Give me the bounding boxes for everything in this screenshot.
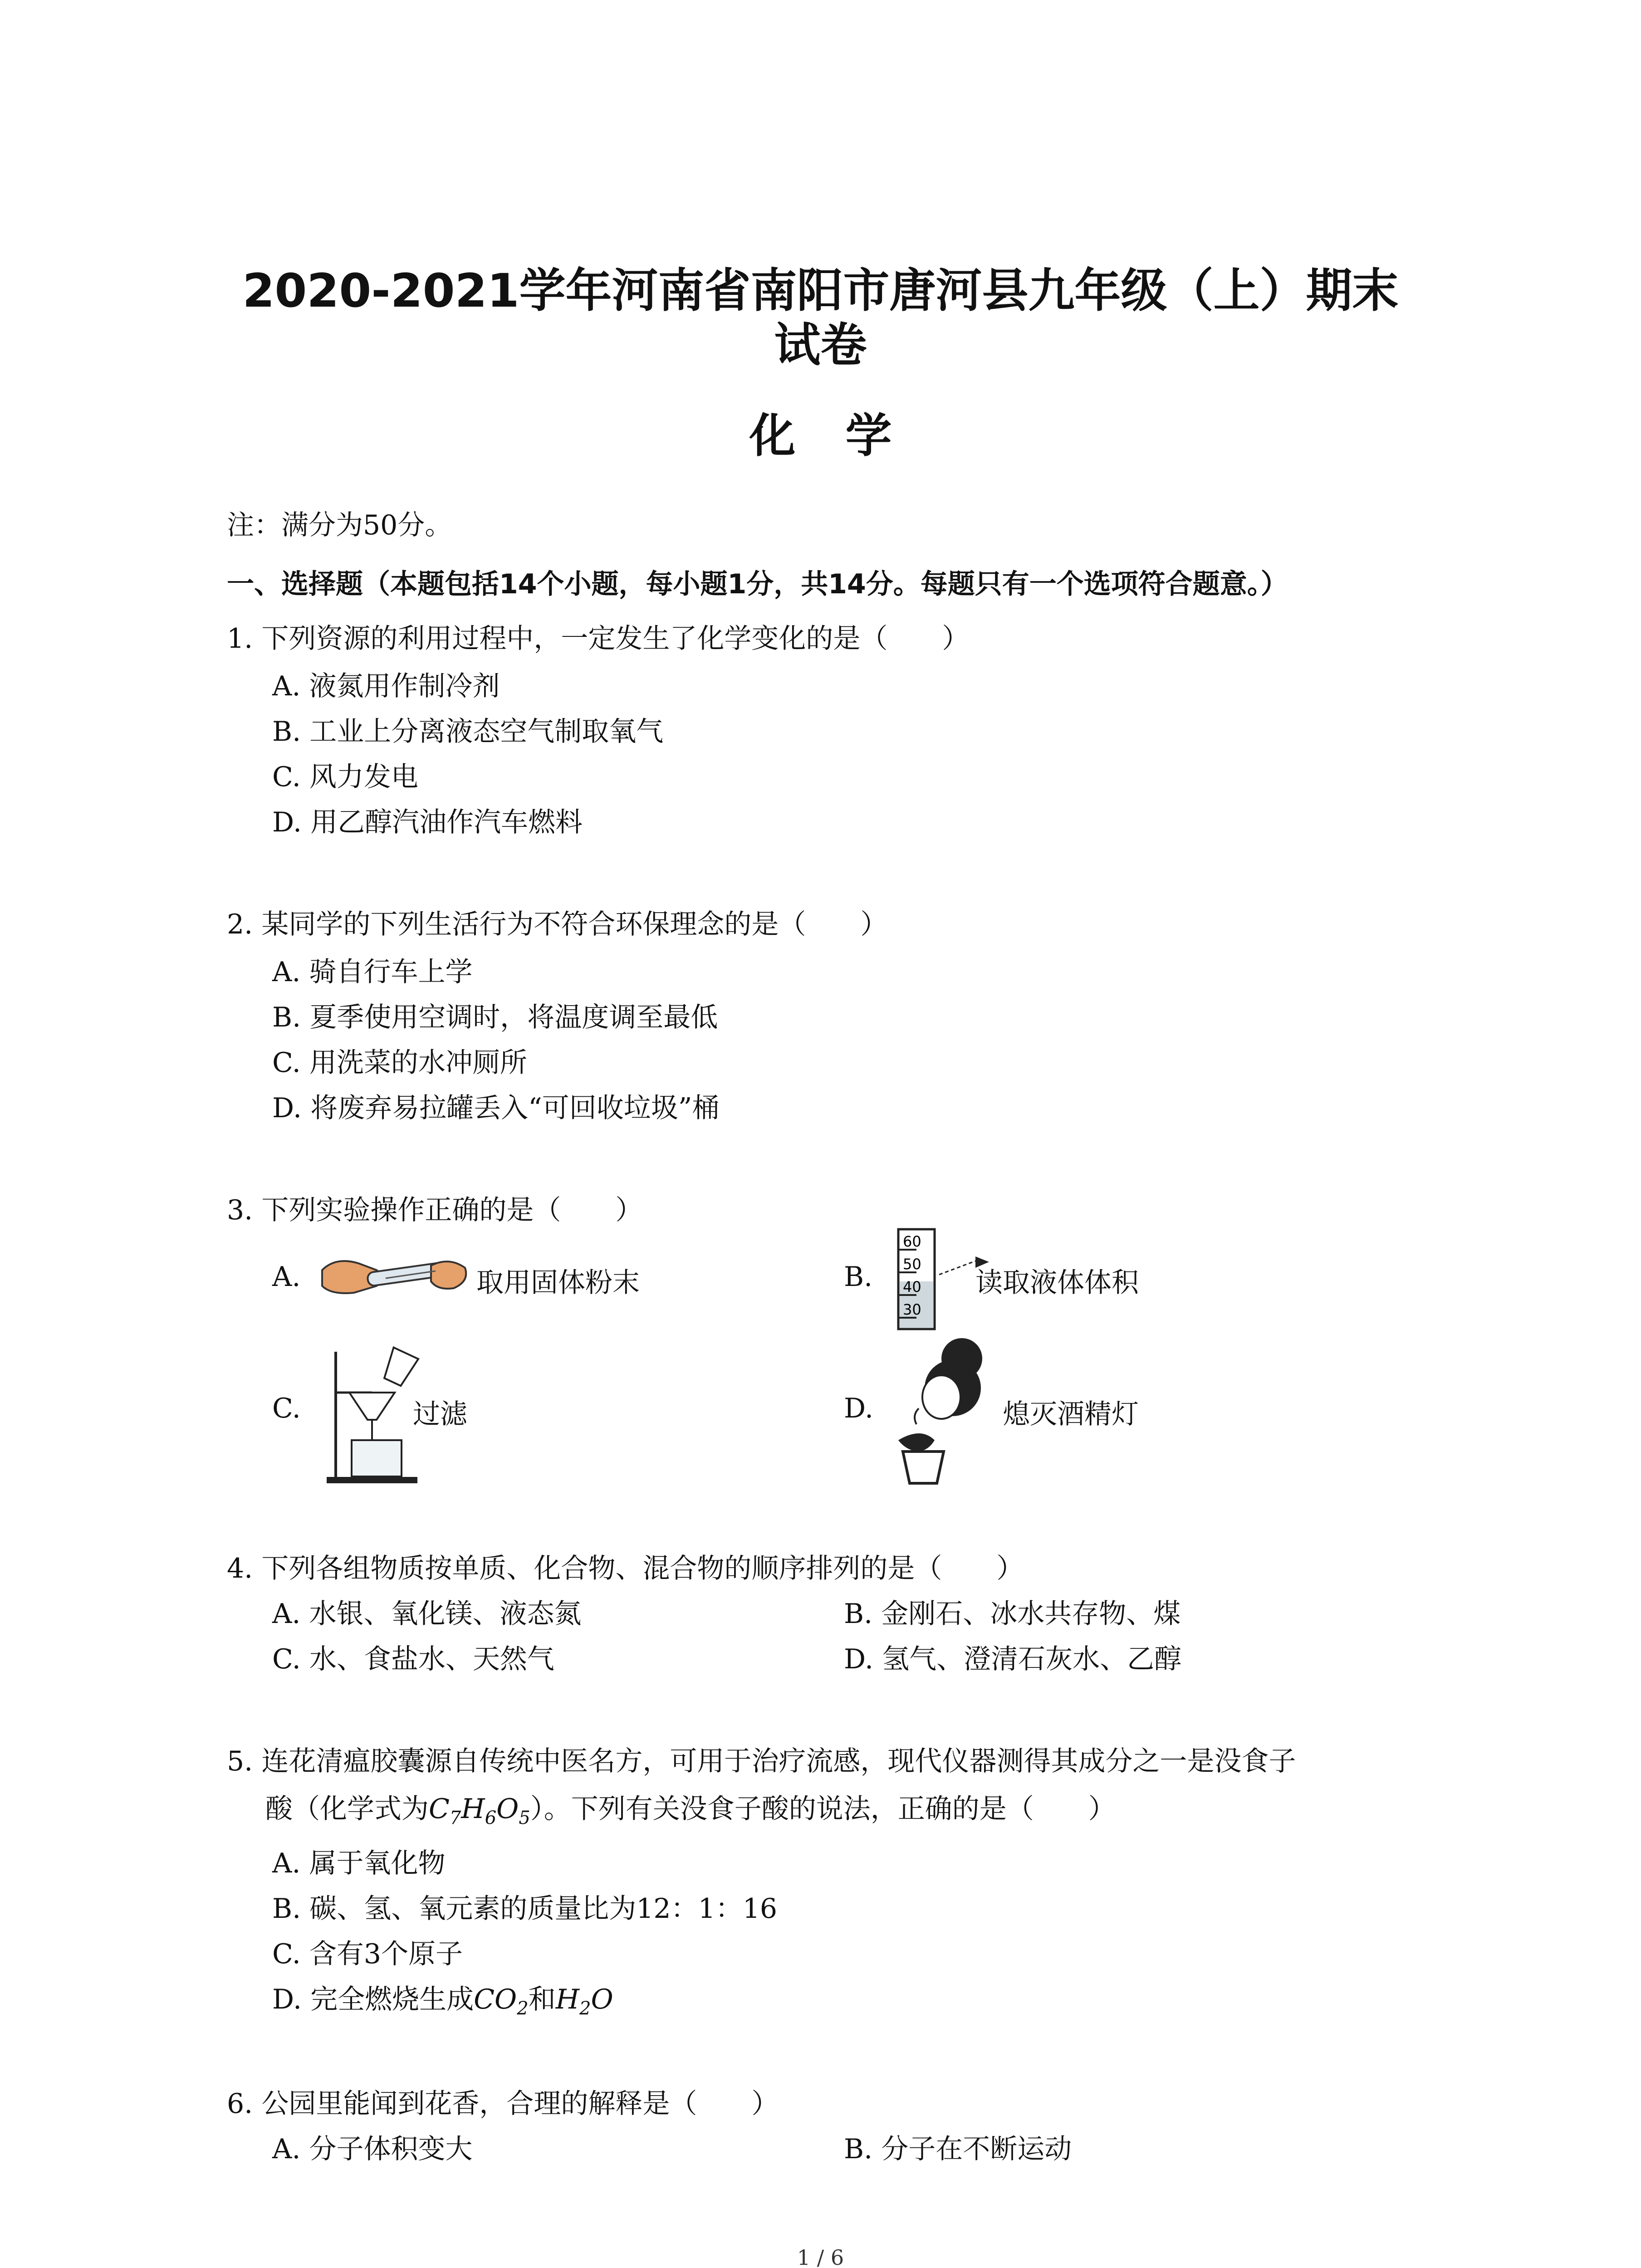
question-5-stem-suffix: ）。下列有关没食子酸的说法，正确的是（ ） <box>530 1793 1116 1825</box>
question-5-option-d-and: 和 <box>528 1984 556 2015</box>
question-6-option-b: B. 分子在不断运动 <box>844 2133 1072 2165</box>
subject-title: 化学 <box>749 409 942 463</box>
question-4-stem: 4. 下列各组物质按单质、化合物、混合物的顺序排列的是（ ） <box>227 1553 1024 1584</box>
question-1-option-a: A. 液氮用作制冷剂 <box>272 670 500 702</box>
question-4-option-d: D. 氢气、澄清石灰水、乙醇 <box>844 1643 1182 1675</box>
question-3-stem: 3. 下列实验操作正确的是（ ） <box>227 1194 643 1226</box>
powder-transfer-illustration <box>318 1243 472 1311</box>
question-3-option-c-letter: C. <box>272 1393 301 1424</box>
page-number: 1 / 6 <box>797 2245 844 2268</box>
gallic-acid-formula: $C_7H_6O_5$ <box>429 1793 530 1828</box>
question-4-option-c: C. 水、食盐水、天然气 <box>272 1643 554 1675</box>
question-3-option-b-label: 读取液体体积 <box>975 1267 1139 1299</box>
question-4-option-a: A. 水银、氧化镁、液态氮 <box>272 1598 582 1630</box>
question-2-option-a: A. 骑自行车上学 <box>272 956 473 988</box>
question-1-stem: 1. 下列资源的利用过程中，一定发生了化学变化的是（ ） <box>227 623 970 655</box>
question-5-stem-line1: 5. 连花清瘟胶囊源自传统中医名方，可用于治疗流感，现代仪器测得其成分之一是没食子 <box>227 1745 1296 1777</box>
filtration-setup-illustration <box>318 1343 422 1488</box>
exam-title-line2: 试卷 <box>774 318 867 372</box>
question-3-option-a-letter: A. <box>272 1261 301 1293</box>
question-3-option-a-label: 取用固体粉末 <box>476 1267 640 1299</box>
question-2-option-c: C. 用洗菜的水冲厕所 <box>272 1047 527 1079</box>
question-3-option-c-label: 过滤 <box>413 1398 467 1430</box>
question-5-option-b: B. 碳、氢、氧元素的质量比为12：1：16 <box>272 1893 778 1925</box>
cylinder-tick-30: 30 <box>903 1301 921 1318</box>
cylinder-tick-60: 60 <box>903 1233 921 1250</box>
question-5-option-d-text: D. 完全燃烧生成 <box>272 1984 474 2015</box>
question-6-stem: 6. 公园里能闻到花香，合理的解释是（ ） <box>227 2088 779 2120</box>
co2-formula: $CO_2$ <box>474 1984 529 2019</box>
question-2-option-d: D. 将废弃易拉罐丢入“可回收垃圾”桶 <box>272 1092 720 1124</box>
question-3-option-d-label: 熄灭酒精灯 <box>1003 1398 1139 1430</box>
h2o-formula: $H_2O$ <box>555 1984 613 2019</box>
question-5-option-a: A. 属于氧化物 <box>272 1848 446 1879</box>
question-5-option-c: C. 含有3个原子 <box>272 1938 463 1970</box>
question-5-stem-line2 <box>265 1787 1116 1828</box>
question-2-option-b: B. 夏季使用空调时，将温度调至最低 <box>272 1002 718 1033</box>
cylinder-tick-50: 50 <box>903 1256 921 1273</box>
question-2-stem: 2. 某同学的下列生活行为不符合环保理念的是（ ） <box>227 909 888 940</box>
question-6-option-a: A. 分子体积变大 <box>272 2133 473 2165</box>
question-1-option-d: D. 用乙醇汽油作汽车燃料 <box>272 807 583 838</box>
cylinder-tick-40: 40 <box>903 1278 921 1295</box>
blowing-out-lamp-illustration <box>885 1334 1007 1488</box>
question-1-option-c: C. 风力发电 <box>272 761 418 793</box>
score-note: 注：满分为50分。 <box>227 509 452 541</box>
exam-title-line1: 2020-2021学年河南省南阳市唐河县九年级（上）期末 <box>242 264 1399 318</box>
section-heading: 一、选择题（本题包括14个小题，每小题1分，共14分。每题只有一个选项符合题意。） <box>227 568 1288 600</box>
question-4-option-b: B. 金刚石、冰水共存物、煤 <box>844 1598 1181 1630</box>
question-5-stem-prefix: 酸（化学式为 <box>265 1793 429 1825</box>
question-3-option-d-letter: D. <box>844 1393 874 1424</box>
question-5-option-d <box>272 1978 613 2019</box>
question-3-option-b-letter: B. <box>844 1261 873 1293</box>
question-1-option-b: B. 工业上分离液态空气制取氧气 <box>272 716 664 748</box>
